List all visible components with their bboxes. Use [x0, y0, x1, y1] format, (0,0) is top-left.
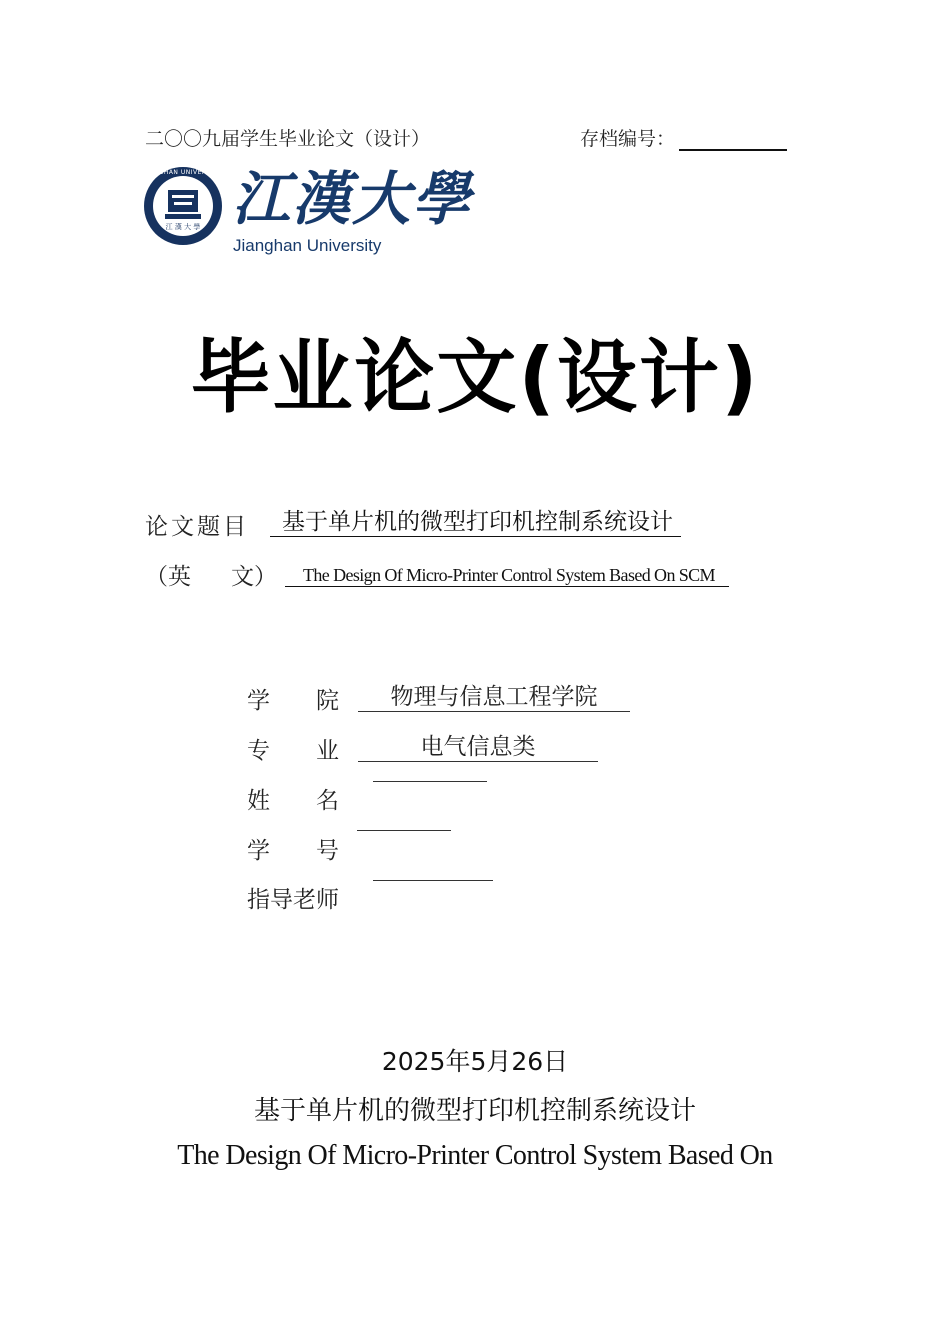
date: 2025年5月26日: [381, 1047, 569, 1076]
name-label: 姓 名: [247, 788, 339, 814]
seal-building-icon: [168, 190, 198, 212]
seal-text: JIANGHAN UNIVERSITY: [144, 169, 222, 176]
seal-band: [165, 214, 201, 219]
thesis-title-label: 论文题目: [145, 514, 249, 540]
name-value: [373, 781, 487, 782]
student-id-label: 学 号: [247, 838, 339, 864]
footer-title-cn: 基于单片机的微型打印机控制系统设计: [253, 1096, 696, 1126]
english-label-close: 文）: [231, 564, 277, 590]
seal-script: 江 漢 大 學: [165, 223, 201, 231]
student-id-value: [357, 830, 451, 831]
archive-number-label: 存档编号：: [580, 128, 676, 150]
university-name-cn: 江漢大學: [232, 165, 473, 233]
thesis-title-en: The Design Of Micro-Printer Control System Based On SCM: [285, 564, 729, 587]
header-session-text: 二〇〇九届学生毕业论文（设计）: [145, 128, 431, 150]
university-seal-icon: [144, 167, 222, 245]
advisor-value: [373, 880, 493, 881]
college-value: 物理与信息工程学院: [358, 683, 630, 712]
footer-title-en: The Design Of Micro-Printer Control System Based On: [177, 1140, 773, 1171]
university-name-en: Jianghan University: [233, 236, 382, 255]
college-label: 学 院: [247, 688, 339, 714]
archive-number: [580, 124, 787, 151]
archive-number-field: [679, 127, 787, 151]
advisor-label: 指导老师: [247, 887, 339, 913]
major-value: 电气信息类: [358, 733, 598, 762]
major-label: 专 业: [247, 738, 339, 764]
seal-inner: [153, 176, 213, 236]
main-title: 毕业论文(设计): [190, 331, 760, 424]
english-label-open: （英: [145, 564, 191, 590]
english-title-label: [145, 558, 277, 591]
thesis-title-cn: 基于单片机的微型打印机控制系统设计: [270, 508, 681, 537]
